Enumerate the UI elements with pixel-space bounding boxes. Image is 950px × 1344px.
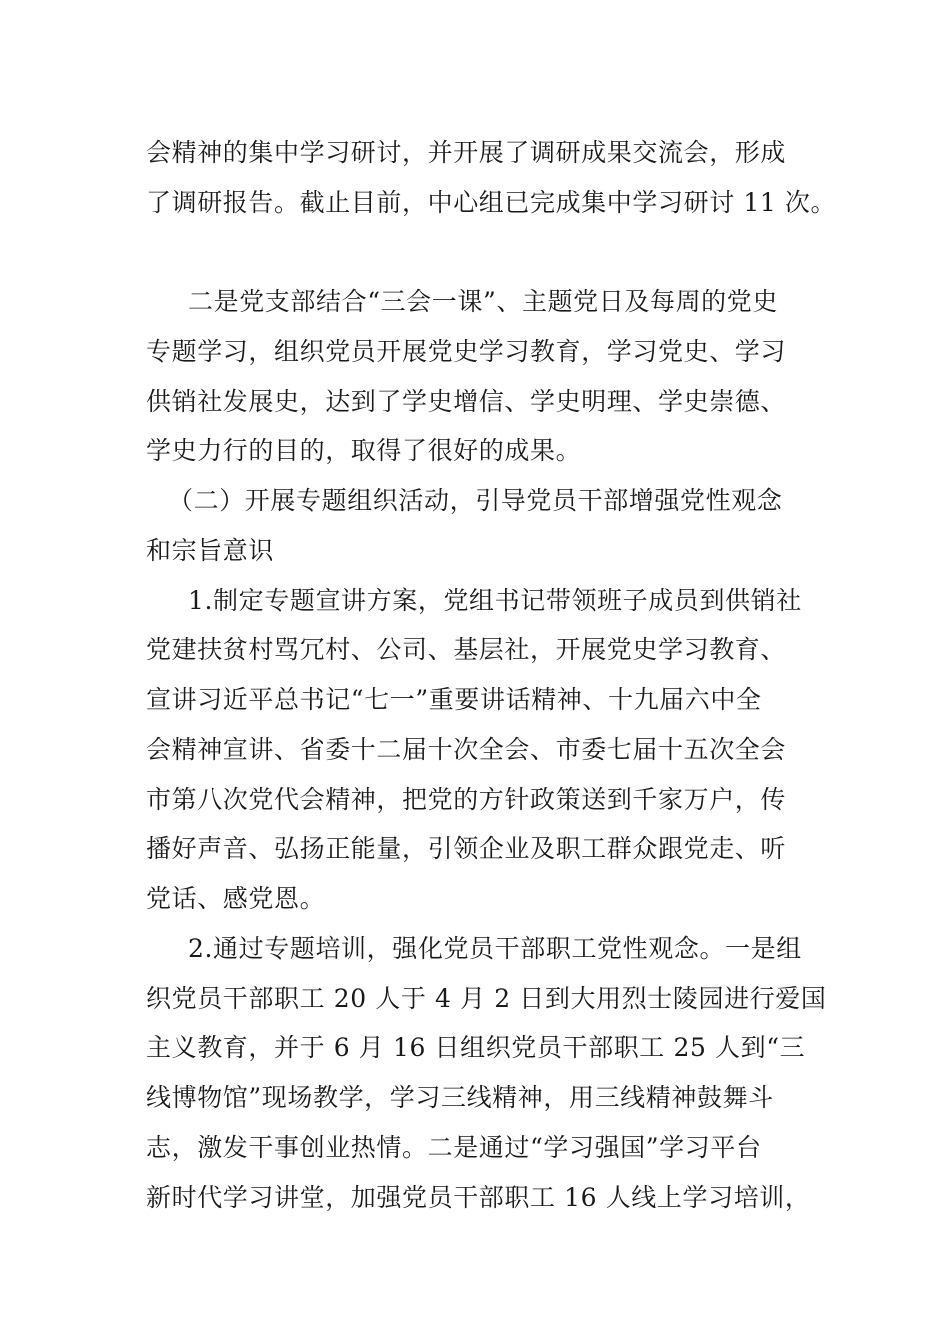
paragraph-line: 线博物馆”现场教学，学习三线精神，用三线精神鼓舞斗 <box>146 1083 774 1112</box>
paragraph-line: 学史力行的目的，取得了很好的成果。 <box>146 436 582 465</box>
paragraph-line: 党话、感党恩。 <box>146 884 326 913</box>
paragraph-line: 主义教育，并于 6 月 16 日组织党员干部职工 25 人到“三 <box>146 1033 806 1062</box>
paragraph-line: 专题学习，组织党员开展党史学习教育，学习党史、学习 <box>146 337 787 366</box>
paragraph-line: 党建扶贫村骂冗村、公司、基层社，开展党史学习教育、 <box>146 635 787 664</box>
paragraph-line: 会精神的集中学习研讨，并开展了调研成果交流会，形成 <box>146 138 787 167</box>
paragraph-line: 志，激发干事创业热情。二是通过“学习强国”学习平台 <box>146 1133 762 1162</box>
paragraph-line: 供销社发展史，达到了学史增信、学史明理、学史崇德、 <box>146 387 787 416</box>
section-heading: 和宗旨意识 <box>146 536 275 565</box>
paragraph-line: 新时代学习讲堂，加强党员干部职工 16 人线上学习培训， <box>146 1183 811 1212</box>
paragraph-line: 了调研报告。截止目前，中心组已完成集中学习研讨 11 次。 <box>146 188 837 217</box>
paragraph-line: 2.通过专题培训，强化党员干部职工党性观念。一是组 <box>188 934 802 963</box>
paragraph-line: 市第八次党代会精神，把党的方针政策送到千家万户，传 <box>146 785 787 814</box>
paragraph-line: 会精神宣讲、省委十二届十次全会、市委七届十五次全会 <box>146 735 787 764</box>
paragraph-line: 1.制定专题宣讲方案，党组书记带领班子成员到供销社 <box>188 586 802 615</box>
paragraph-line: 织党员干部职工 20 人于 4 月 2 日到大用烈士陵园进行爱国 <box>146 984 827 1013</box>
section-heading: （二）开展专题组织活动，引导党员干部增强党性观念 <box>168 486 783 515</box>
paragraph-line: 二是党支部结合“三会一课”、主题党日及每周的党史 <box>188 287 778 316</box>
paragraph-line: 宣讲习近平总书记“七一”重要讲话精神、十九届六中全 <box>146 685 762 714</box>
paragraph-line: 播好声音、弘扬正能量，引领企业及职工群众跟党走、听 <box>146 834 787 863</box>
